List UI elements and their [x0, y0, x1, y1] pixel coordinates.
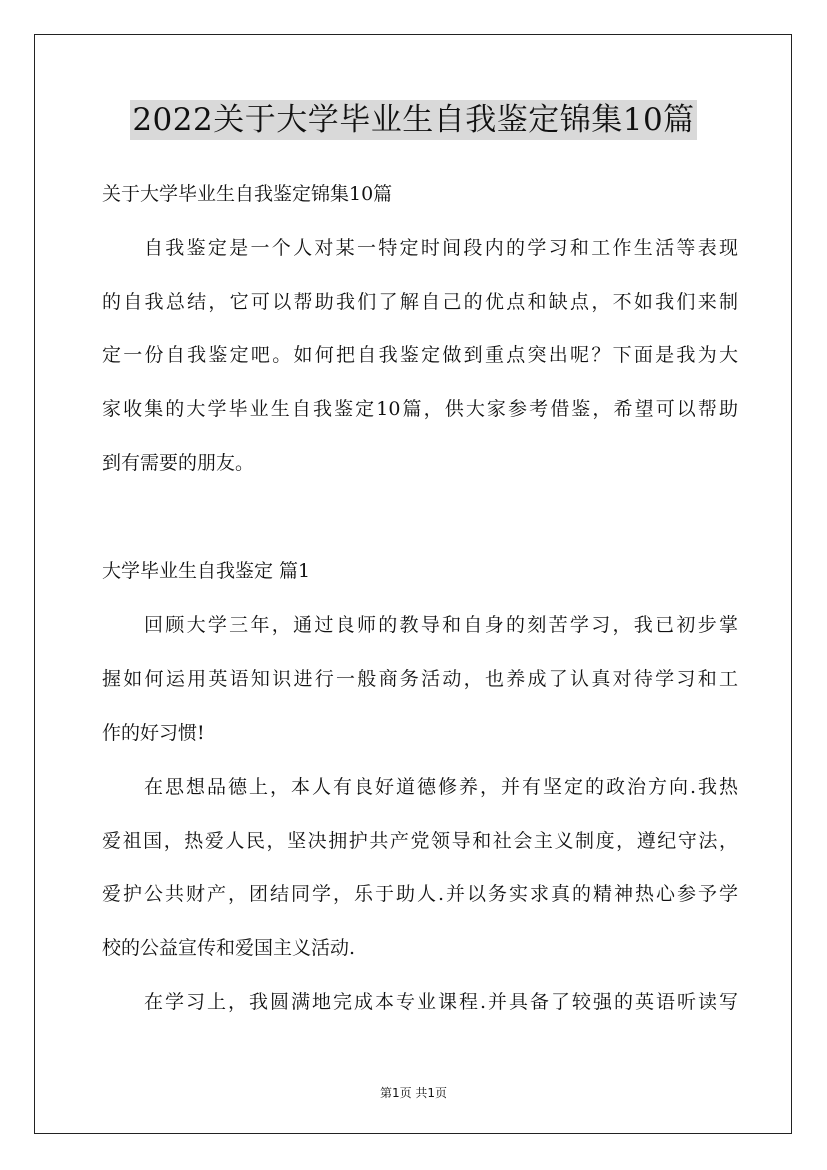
document-title: 2022关于大学毕业生自我鉴定锦集10篇 — [132, 102, 695, 138]
paragraph-line: 在思想品德上，本人有良好道德修养，并有坚定的政治方向.我热 — [144, 776, 738, 798]
paragraph-line: 爱护公共财产，团结同学，乐于助人.并以务实求真的精神热心参予学 — [102, 883, 738, 905]
paragraph-line: 校的公益宣传和爱国主义活动. — [102, 937, 356, 959]
paragraph-line: 在学习上，我圆满地完成本专业课程.并具备了较强的英语听读写 — [144, 991, 738, 1013]
title-container — [0, 100, 827, 140]
intro-line: 到有需要的朋友。 — [102, 452, 255, 474]
intro-line: 家收集的大学毕业生自我鉴定10篇，供大家参考借鉴，希望可以帮助 — [102, 398, 738, 420]
page-number: 第1页 共1页 — [379, 1086, 448, 1100]
paragraph-line: 握如何运用英语知识进行一般商务活动，也养成了认真对待学习和工 — [102, 668, 738, 690]
intro-line: 定一份自我鉴定吧。如何把自我鉴定做到重点突出呢？下面是我为大 — [102, 344, 738, 366]
paragraph-line: 爱祖国，热爱人民，坚决拥护共产党领导和社会主义制度，遵纪守法， — [102, 830, 738, 852]
document-subtitle: 关于大学毕业生自我鉴定锦集10篇 — [102, 183, 393, 205]
intro-line: 自我鉴定是一个人对某一特定时间段内的学习和工作生活等表现 — [144, 237, 738, 259]
section-heading: 大学毕业生自我鉴定 篇1 — [102, 560, 311, 582]
paragraph-line: 作的好习惯! — [102, 722, 205, 744]
intro-line: 的自我总结，它可以帮助我们了解自己的优点和缺点，不如我们来制 — [102, 291, 738, 313]
paragraph-line: 回顾大学三年，通过良师的教导和自身的刻苦学习，我已初步掌 — [144, 614, 738, 636]
